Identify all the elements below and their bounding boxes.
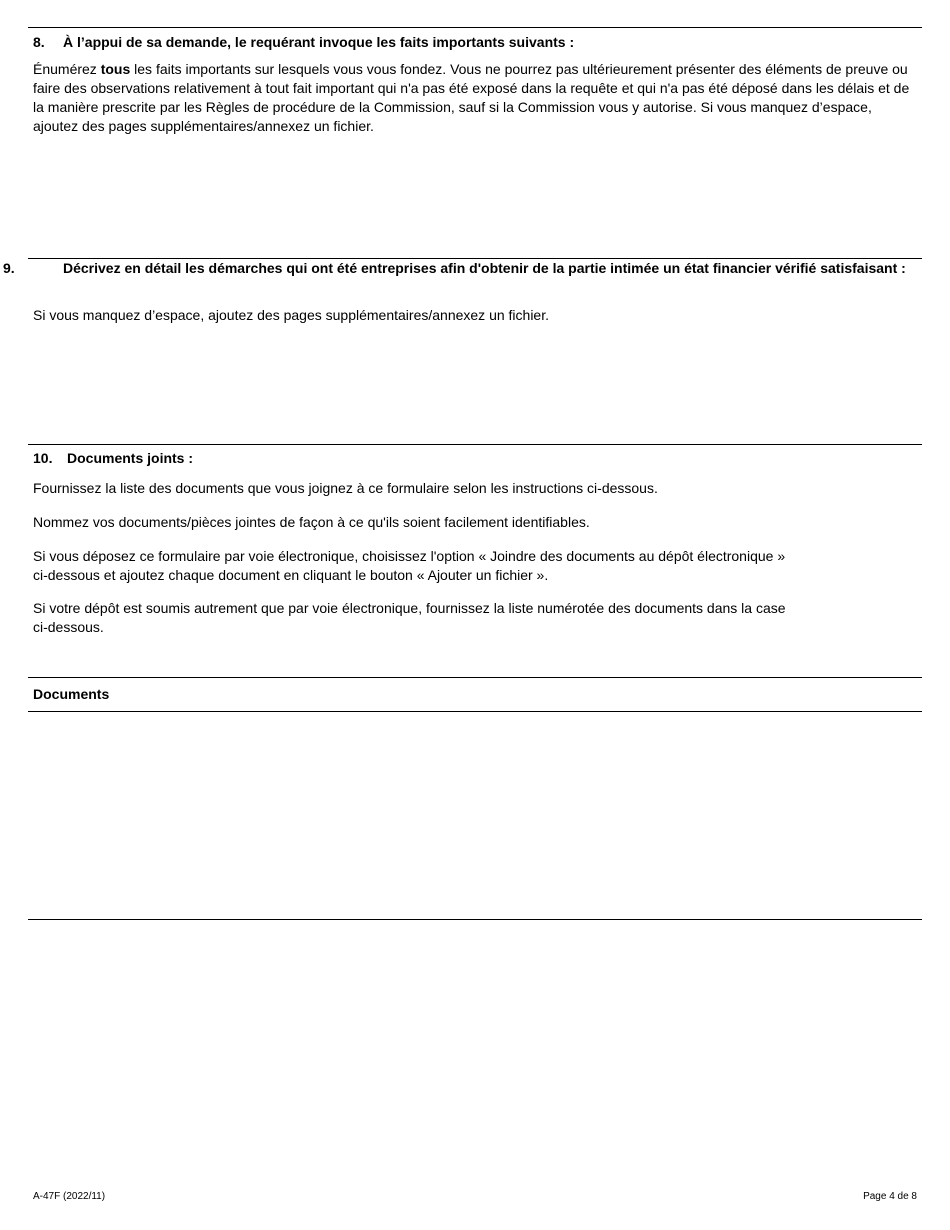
section8-instr-rest: les faits importants sur lesquels vous vous fondez. Vous ne pourrez pas ultérieurement présenter des éléments de preuve ou faire des observations relativement à tout fait important qui n'a pas été exposé dans la requête et qui n'a pas été déposé dans les délais et de la manière prescrite par les Règles de procédure de la Commission, sauf si la Commission vous y autorise. Si vous manquez d’espace, ajoutez des pages supplémentaires/annexez un fichier.: [33, 61, 910, 134]
documents-list-field[interactable]: [28, 712, 922, 918]
section9-title: [3, 259, 918, 278]
documents-top-rule: [28, 677, 922, 678]
section10-para4-line1: Si votre dépôt est soumis autrement que par voie électronique, fournissez la liste numérotée des documents dans la case: [33, 600, 786, 616]
documents-label: Documents: [33, 686, 110, 702]
section10-para2: Nommez vos documents/pièces jointes de façon à ce qu'ils soient facilement identifiables.: [33, 514, 590, 530]
section8-title-text: À l’appui de sa demande, le requérant invoque les faits importants suivants :: [63, 34, 575, 50]
section8-answer-field[interactable]: [28, 140, 922, 255]
section9-answer-field[interactable]: [28, 330, 922, 440]
section10-para1: Fournissez la liste des documents que vous joignez à ce formulaire selon les instructions ci-dessous.: [33, 480, 658, 496]
section8-top-rule: [28, 27, 922, 28]
footer-form-id: A-47F (2022/11): [33, 1191, 106, 1202]
section8-title: [33, 33, 918, 52]
section10-para3-line2: ci-dessous et ajoutez chaque document en cliquant le bouton « Ajouter un fichier ».: [33, 567, 549, 583]
section9-title-text: Décrivez en détail les démarches qui ont été entreprises afin d'obtenir de la partie intimée un état financier vérifié satisfaisant :: [63, 260, 906, 276]
section8-instructions: [33, 60, 918, 136]
section10-title-text: Documents joints :: [67, 450, 194, 466]
section10-para4: [33, 599, 918, 637]
section8-instr-bold: tous: [100, 61, 131, 77]
section10-title: [33, 449, 918, 468]
documents-bottom-rule: [28, 919, 922, 920]
section8-instr-lead: Énumérez: [33, 61, 101, 77]
footer-page-number: Page 4 de 8: [863, 1191, 917, 1202]
section10-para3: [33, 547, 918, 585]
section9-instructions: Si vous manquez d’espace, ajoutez des pages supplémentaires/annexez un fichier.: [33, 307, 549, 323]
section10-para4-line2: ci-dessous.: [33, 619, 104, 635]
section9-number: 9.: [3, 260, 15, 276]
section10-para3-line1: Si vous déposez ce formulaire par voie électronique, choisissez l'option « Joindre des documents au dépôt électronique »: [33, 548, 786, 564]
section10-number: 10.: [33, 450, 53, 466]
section8-number: 8.: [33, 34, 45, 50]
section10-top-rule: [28, 444, 922, 445]
